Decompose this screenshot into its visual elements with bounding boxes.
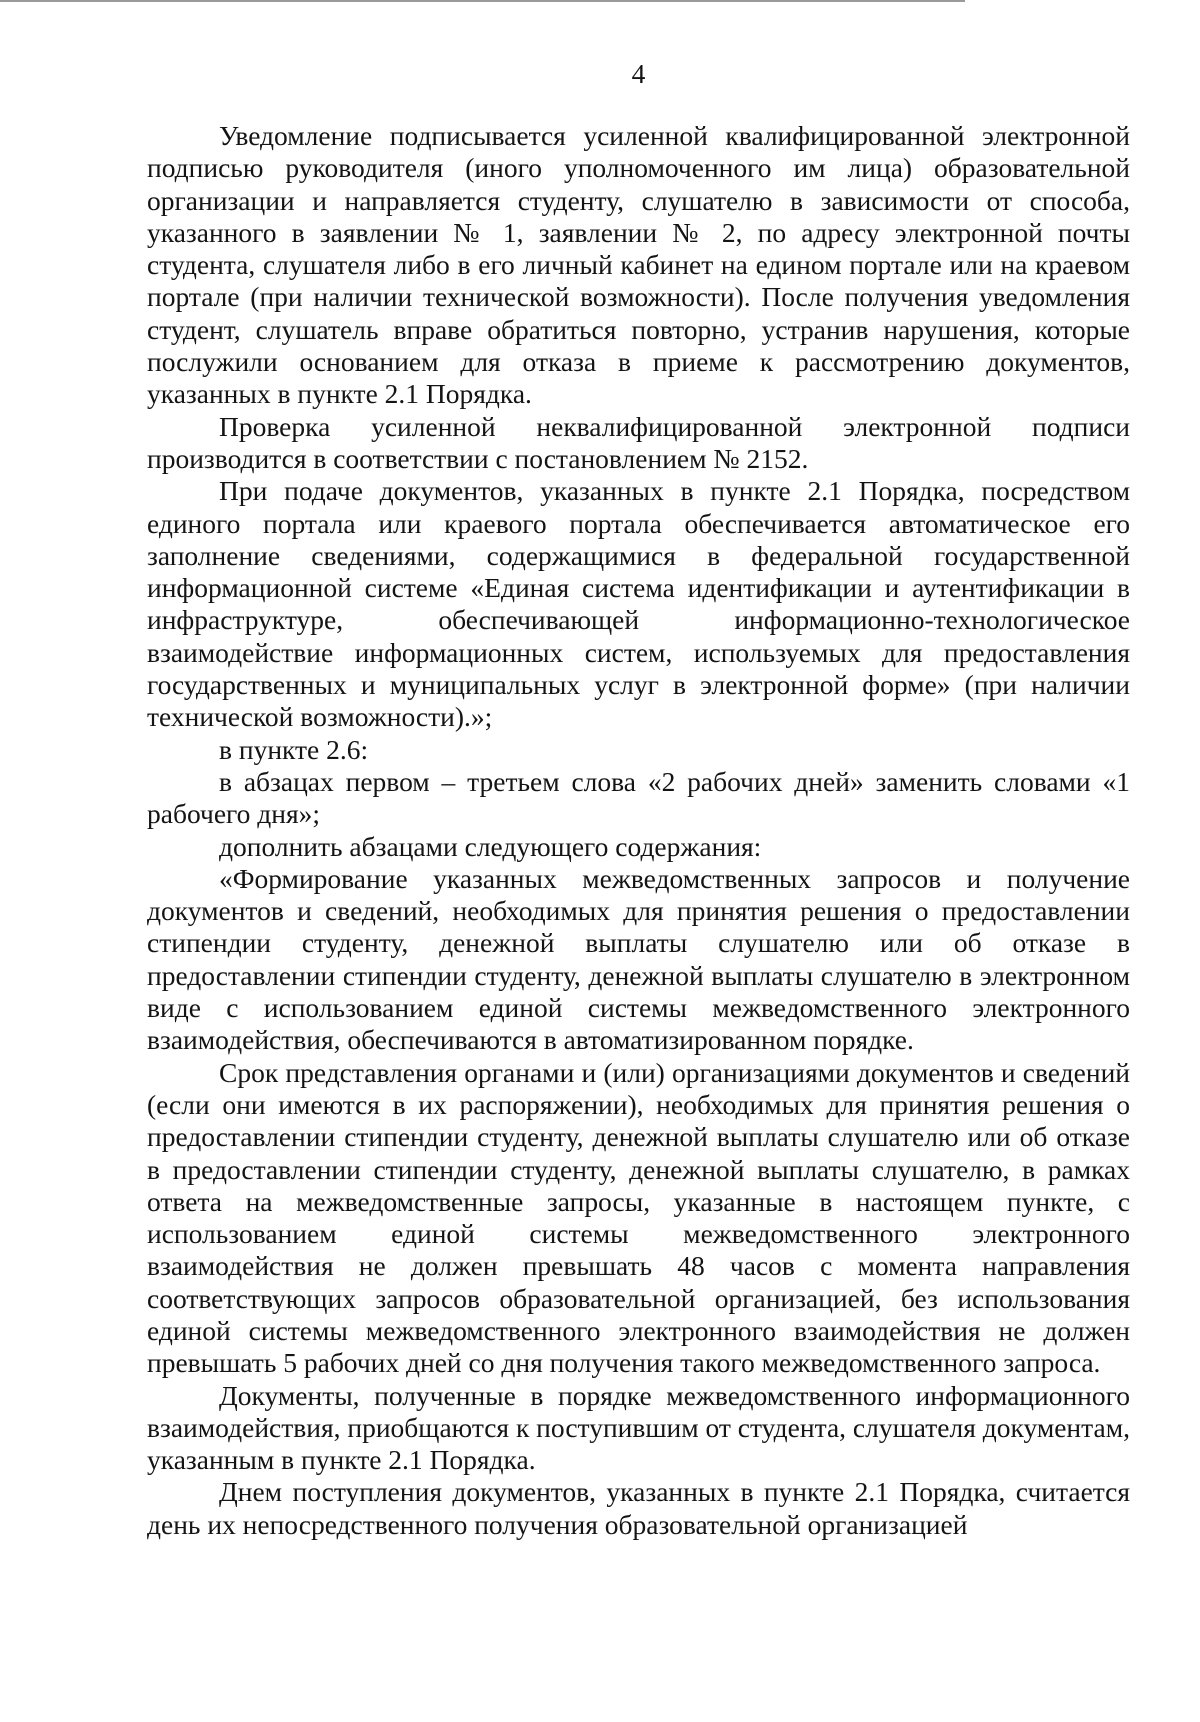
- scan-edge-line: [0, 0, 965, 2]
- paragraph-interagency-requests: «Формирование указанных межведомственных запросов и получение документов и сведений, необходимых для принятия решения о предоставлении стипендии студенту, денежной выплаты слушателю или об отказе в предоставлении стипендии студенту, денежной выплаты слушателю в электронном виде с использованием единой системы межведомственного электронного взаимодействия, обеспечиваются в автоматизированном порядке.: [147, 862, 1130, 1056]
- page-number: 4: [631, 58, 646, 89]
- paragraph-response-deadline: Срок представления органами и (или) организациями документов и сведений (если они имеются в их распоряжении), необходимых для принятия решения о предоставлении стипендии студенту, денежной выплаты слушателю или об отказе в предоставлении стипендии студенту, денежной выплаты слушателю, в рамках ответа на межведомственные запросы, указанные в настоящем пункте, с использованием единой системы межведомственного электронного взаимодействия не должен превышать 48 часов с момента направления соответствующих запросов образовательной организацией, без использования единой системы межведомственного электронного взаимодействия не должен превышать 5 рабочих дней со дня получения такого межведомственного запроса.: [147, 1056, 1130, 1379]
- document-body: [147, 120, 1130, 1541]
- paragraph-portal-autofill: При подаче документов, указанных в пункте 2.1 Порядка, посредством единого портала или краевого портала обеспечивается автоматическое его заполнение сведениями, содержащимися в федеральной государственной информационной системе «Единая система идентификации и аутентификации в инфраструктуре, обеспечивающей информационно-технологическое взаимодействие информационных систем, используемых для предоставления государственных и муниципальных услуг в электронной форме» (при наличии технической возможности).»;: [147, 475, 1130, 733]
- paragraph-signature-verification: Проверка усиленной неквалифицированной электронной подписи производится в соответствии с постановлением № 2152.: [147, 410, 1130, 474]
- paragraph-receipt-day: Днем поступления документов, указанных в пункте 2.1 Порядка, считается день их непосредственного получения образовательной организацией: [147, 1476, 1130, 1540]
- paragraph-replace-words: в абзацах первом – третьем слова «2 рабочих дней» заменить словами «1 рабочего дня»;: [147, 765, 1130, 830]
- paragraph-notification-signature: Уведомление подписывается усиленной квалифицированной электронной подписью руководителя (иного уполномоченного им лица) образовательной организации и направляется студенту, слушателю в зависимости от способа, указанного в заявлении № 1, заявлении № 2, по адресу электронной почты студента, слушателя либо в его личный кабинет на едином портале или на краевом портале (при наличии технической возможности). После получения уведомления студент, слушатель вправе обратиться повторно, устранив нарушения, которые послужили основанием для отказа в приеме к рассмотрению документов, указанных в пункте 2.1 Порядка.: [147, 120, 1130, 410]
- paragraph-clause-2-6: в пункте 2.6:: [219, 733, 369, 765]
- paragraph-documents-attached: Документы, полученные в порядке межведомственного информационного взаимодействия, приобщаются к поступившим от студента, слушателя документам, указанным в пункте 2.1 Порядка.: [147, 1379, 1130, 1476]
- paragraph-add-paragraphs: дополнить абзацами следующего содержания:: [219, 830, 762, 862]
